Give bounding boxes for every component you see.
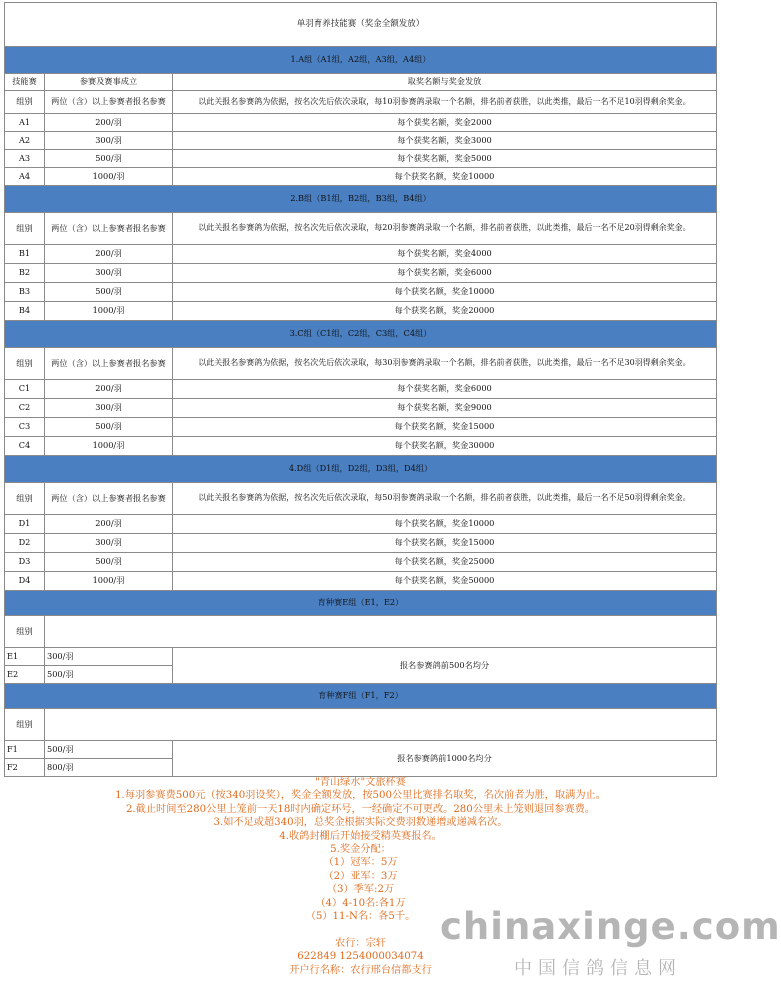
note-line: （1）冠军：5万 <box>323 857 398 869</box>
note-line: 4.收鸽封棚后开始接受精英赛报名。 <box>279 830 442 842</box>
table-row <box>5 616 717 648</box>
column-header: 参赛及赛事成立 <box>45 74 173 91</box>
group-label: 组别 <box>5 348 45 380</box>
column-header: 取奖名额与奖金发放 <box>173 74 717 91</box>
group-label: 组别 <box>5 709 45 741</box>
fee: 1000/羽 <box>45 168 173 186</box>
group-header: 1.A组（A1组，A2组，A3组，A4组） <box>5 47 717 74</box>
table-row <box>5 418 717 437</box>
prize: 报名参赛鸽前500名均分 <box>173 648 717 684</box>
table-row <box>5 380 717 399</box>
table-row <box>5 483 717 515</box>
group-header: 育种赛E组（E1，E2） <box>5 591 717 616</box>
fee: 300/羽 <box>45 132 173 150</box>
fee: 200/羽 <box>45 245 173 264</box>
rule-text: 以此关报名参赛鸽为依据，按名次先后依次录取，每10羽参赛鸽录取一个名额，排名前者获胜，以此类推，最后一名不足10羽得剩余奖金。 <box>173 91 717 114</box>
fee: 200/羽 <box>45 114 173 132</box>
rule-text: 以此关报名参赛鸽为依据，按名次先后依次录取，每20羽参赛鸽录取一个名额，排名前者获胜，以此类推，最后一名不足20羽得剩余奖金。 <box>173 213 717 245</box>
table-row <box>5 213 717 245</box>
fee: 300/羽 <box>45 399 173 418</box>
table-row <box>5 168 717 186</box>
group-id: E2 <box>5 666 45 684</box>
fee: 200/羽 <box>45 380 173 399</box>
group-label: 组别 <box>5 91 45 114</box>
empty-cell <box>45 616 717 648</box>
group-id: A3 <box>5 150 45 168</box>
fee: 300/羽 <box>45 648 173 666</box>
group-id: C2 <box>5 399 45 418</box>
watermark-site: 中国信鸽信息网 <box>514 958 682 979</box>
table-row <box>5 348 717 380</box>
fee: 500/羽 <box>45 283 173 302</box>
group-header: 3.C组（C1组，C2组，C3组，C4组） <box>5 321 717 348</box>
table-row <box>5 150 717 168</box>
table-row <box>5 91 717 114</box>
table-row <box>5 515 717 534</box>
group-id: D4 <box>5 572 45 591</box>
group-id: B1 <box>5 245 45 264</box>
prize: 每个获奖名额，奖金2000 <box>173 114 717 132</box>
group-id: F1 <box>5 741 45 759</box>
group-id: C4 <box>5 437 45 456</box>
prize: 每个获奖名额，奖金10000 <box>173 283 717 302</box>
table-row <box>5 709 717 741</box>
note-line: 3.如不足或超340羽，总奖金根据实际交费羽数递增或递减名次。 <box>213 817 508 829</box>
note-line: （4）4-10名:各1万 <box>315 897 406 909</box>
group-header: 育种赛F组（F1，F2） <box>5 684 717 709</box>
rules-table <box>4 2 717 777</box>
condition-label: 两位（含）以上参赛者报名参赛 <box>45 483 173 515</box>
prize: 每个获奖名额，奖金6000 <box>173 264 717 283</box>
group-id: D1 <box>5 515 45 534</box>
table-row <box>5 741 717 759</box>
group-header: 2.B组（B1组，B2组，B3组，B4组） <box>5 186 717 213</box>
table-row <box>5 456 717 483</box>
rule-text: 以此关报名参赛鸽为依据，按名次先后依次录取，每30羽参赛鸽录取一个名额，排名前者获胜，以此类推，最后一名不足30羽得剩余奖金。 <box>173 348 717 380</box>
prize: 每个获奖名额，奖金9000 <box>173 399 717 418</box>
table-row <box>5 399 717 418</box>
table-row <box>5 186 717 213</box>
table-row <box>5 114 717 132</box>
table-row <box>5 591 717 616</box>
rule-text: 以此关报名参赛鸽为依据，按名次先后依次录取，每50羽参赛鸽录取一个名额，排名前者获胜，以此类推，最后一名不足50羽得剩余奖金。 <box>173 483 717 515</box>
condition-label: 两位（含）以上参赛者报名参赛 <box>45 213 173 245</box>
prize: 每个获奖名额，奖金15000 <box>173 534 717 553</box>
table-row <box>5 283 717 302</box>
fee: 500/羽 <box>45 553 173 572</box>
note-line: 1.每羽参赛费500元（按340羽设奖），奖金全额发放，按500公里比赛排名取奖，名次前者为胜，取满为止。 <box>115 790 606 802</box>
fee: 1000/羽 <box>45 572 173 591</box>
table-row <box>5 437 717 456</box>
table-row <box>5 684 717 709</box>
note-line: "青山绿水"文旅杯赛 <box>315 777 406 788</box>
group-id: C3 <box>5 418 45 437</box>
table-row <box>5 534 717 553</box>
group-id: A1 <box>5 114 45 132</box>
empty-cell <box>45 709 717 741</box>
prize: 每个获奖名额，奖金4000 <box>173 245 717 264</box>
prize: 每个获奖名额，奖金30000 <box>173 437 717 456</box>
note-line: （5）11-N名：各5千。 <box>305 911 416 923</box>
prize: 每个获奖名额，奖金25000 <box>173 553 717 572</box>
group-label: 组别 <box>5 483 45 515</box>
note-line: 622849 1254000034074 <box>297 951 424 963</box>
group-id: F2 <box>5 759 45 777</box>
note-line: （3）季军:2万 <box>326 884 395 896</box>
group-id: B2 <box>5 264 45 283</box>
group-id: B3 <box>5 283 45 302</box>
group-id: B4 <box>5 302 45 321</box>
fee: 300/羽 <box>45 534 173 553</box>
group-label: 组别 <box>5 616 45 648</box>
group-id: D2 <box>5 534 45 553</box>
prize: 每个获奖名额，奖金5000 <box>173 150 717 168</box>
note-line: （2）亚军：3万 <box>323 870 398 882</box>
fee: 1000/羽 <box>45 302 173 321</box>
group-id: E1 <box>5 648 45 666</box>
fee: 1000/羽 <box>45 437 173 456</box>
prize: 每个获奖名额，奖金3000 <box>173 132 717 150</box>
prize: 每个获奖名额，奖金6000 <box>173 380 717 399</box>
prize: 每个获奖名额，奖金15000 <box>173 418 717 437</box>
table-row <box>5 264 717 283</box>
table-row <box>5 47 717 74</box>
prize: 每个获奖名额，奖金50000 <box>173 572 717 591</box>
group-id: A4 <box>5 168 45 186</box>
table-row <box>5 302 717 321</box>
fee: 200/羽 <box>45 515 173 534</box>
page-title: 单羽育养技能赛（奖金全额发放） <box>5 3 717 47</box>
group-id: D3 <box>5 553 45 572</box>
group-id: A2 <box>5 132 45 150</box>
group-label: 组别 <box>5 213 45 245</box>
prize: 报名参赛鸽前1000名均分 <box>173 741 717 777</box>
group-header: 4.D组（D1组，D2组，D3组，D4组） <box>5 456 717 483</box>
table-row <box>5 245 717 264</box>
condition-label: 两位（含）以上参赛者报名参赛 <box>45 348 173 380</box>
note-line: 农行：宗轩 <box>335 937 386 949</box>
prize: 每个获奖名额，奖金20000 <box>173 302 717 321</box>
note-line: 开户行名称：农行邢台信都支行 <box>289 964 432 976</box>
condition-label: 两位（含）以上参赛者报名参赛 <box>45 91 173 114</box>
table-row <box>5 74 717 91</box>
table-row <box>5 572 717 591</box>
table-row <box>5 648 717 666</box>
group-id: C1 <box>5 380 45 399</box>
fee: 500/羽 <box>45 741 173 759</box>
fee: 500/羽 <box>45 666 173 684</box>
fee: 800/羽 <box>45 759 173 777</box>
table-row <box>5 321 717 348</box>
prize: 每个获奖名额，奖金10000 <box>173 168 717 186</box>
prize: 每个获奖名额，奖金10000 <box>173 515 717 534</box>
note-line: 5.奖金分配： <box>330 844 391 856</box>
watermark-domain: chinaxinge.com <box>440 905 781 948</box>
table-row <box>5 132 717 150</box>
table-row <box>5 3 717 47</box>
fee: 500/羽 <box>45 418 173 437</box>
fee: 300/羽 <box>45 264 173 283</box>
fee: 500/羽 <box>45 150 173 168</box>
note-line: 2.截止时间至280公里上笼前一天18时内确定环号，一经确定不可更改。280公里未上笼则退回参赛费。 <box>125 803 596 815</box>
column-header: 技能赛 <box>5 74 45 91</box>
table-row <box>5 553 717 572</box>
